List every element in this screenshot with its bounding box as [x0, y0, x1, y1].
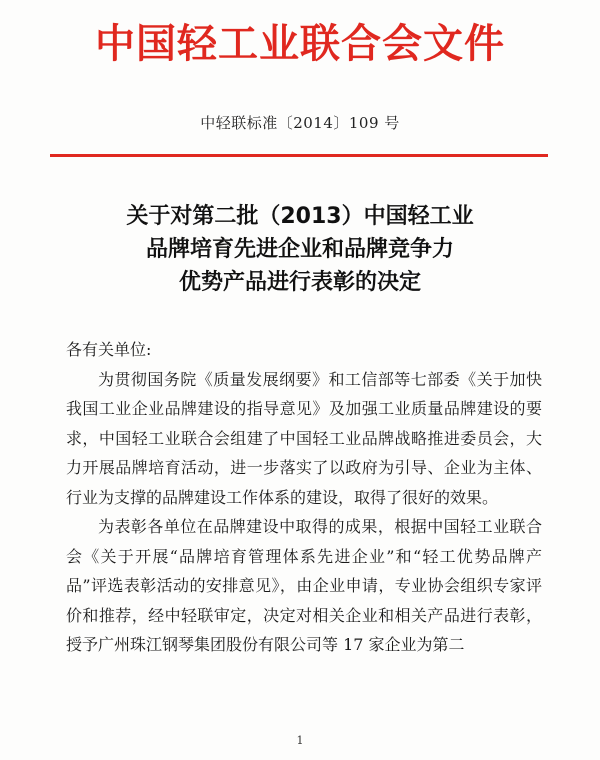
red-header-divider [50, 154, 548, 157]
title-line-2: 品牌培育先进企业和品牌竞争力 [145, 237, 454, 262]
document-body [66, 335, 542, 660]
title-line-3: 优势产品进行表彰的决定 [178, 270, 421, 295]
organization-header-title: 中国轻工业联合会文件 [95, 20, 505, 67]
title-line-1: 关于对第二批（2013）中国轻工业 [126, 204, 474, 229]
document-title [0, 200, 600, 299]
body-paragraph-2: 为表彰各单位在品牌建设中取得的成果，根据中国轻工业联合会《关于开展“品牌培育管理体系先进企业”和“轻工优势品牌产品”评选表彰活动的安排意见》，由企业申请，专业协会组织专家评价和推荐，经中轻联审定，决定对相关企业和相关产品进行表彰，授予广州珠江钢琴集团股份有限公司等 17 家企业为第二 [66, 517, 542, 654]
body-paragraph-1: 为贯彻国务院《质量发展纲要》和工信部等七部委《关于加快我国工业企业品牌建设的指导意见》及加强工业质量品牌建设的要求，中国轻工业联合会组建了中国轻工业品牌战略推进委员会，大力开展品牌培育活动，进一步落实了以政府为引导、企业为主体、行业为支撑的品牌建设工作体系的建设，取得了很好的效果。 [66, 369, 542, 507]
page-number: 1 [296, 734, 304, 747]
salutation: 各有关单位: [66, 340, 152, 359]
document-number: 中轻联标准〔2014〕109 号 [200, 114, 400, 132]
